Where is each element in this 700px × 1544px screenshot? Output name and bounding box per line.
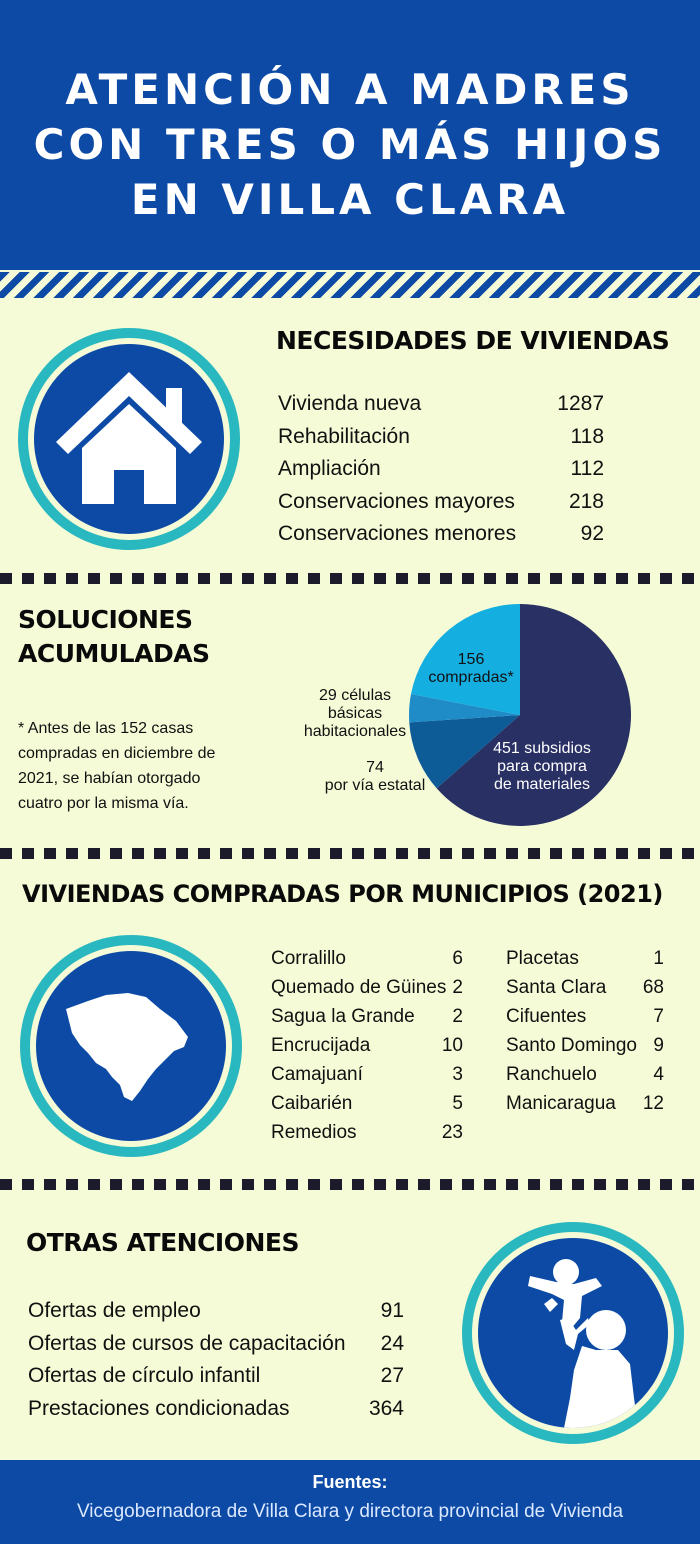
house-badge-disc <box>34 344 224 534</box>
soluciones-heading <box>18 603 210 671</box>
item-value: 23 <box>441 1122 463 1143</box>
title-line-3: EN VILLA CLARA <box>130 175 570 224</box>
footer-text: Vicegobernadora de Villa Clara y directora provincial de Vivienda <box>76 1501 624 1522</box>
item-label: Quemado de Güines <box>271 977 447 998</box>
dotted-divider <box>0 573 700 584</box>
vivienda-heading: NECESIDADES DE VIVIENDAS <box>276 326 670 355</box>
mother-badge-disc <box>478 1238 668 1428</box>
list-item <box>271 977 463 1006</box>
list-item <box>506 1006 664 1035</box>
item-value: 4 <box>653 1064 664 1085</box>
otras-heading: OTRAS ATENCIONES <box>26 1228 299 1257</box>
item-value: 2 <box>452 977 463 998</box>
pie-label-line: 156 <box>457 651 485 668</box>
page-title <box>0 62 700 227</box>
item-label: Ofertas de cursos de capacitación <box>28 1331 346 1355</box>
list-item <box>28 1332 404 1365</box>
item-value: 112 <box>570 457 604 480</box>
item-value: 1287 <box>557 392 604 415</box>
pie-label-156 <box>418 651 524 687</box>
item-value: 2 <box>452 1006 463 1027</box>
title-line-2: CON TRES O MÁS HIJOS <box>33 120 667 169</box>
item-label: Ampliación <box>278 457 381 480</box>
list-item <box>278 457 604 490</box>
list-item <box>506 977 664 1006</box>
item-label: Camajuaní <box>271 1064 363 1085</box>
pie-label-line: 29 células <box>318 687 392 704</box>
list-item <box>278 522 604 555</box>
list-item <box>278 425 604 458</box>
map-icon <box>36 951 226 1141</box>
item-value: 91 <box>380 1299 404 1322</box>
list-item <box>506 1093 664 1122</box>
striped-divider <box>0 272 700 298</box>
municipios-col-2 <box>506 948 664 1122</box>
pie-label-line: de materiales <box>493 776 591 793</box>
pie-label-line: habitacionales <box>303 723 407 740</box>
item-value: 27 <box>380 1364 404 1387</box>
item-label: Corralillo <box>271 948 346 969</box>
item-value: 68 <box>642 977 664 998</box>
footer <box>0 1460 700 1544</box>
item-value: 9 <box>653 1035 664 1056</box>
list-item <box>28 1397 404 1430</box>
item-value: 10 <box>441 1035 463 1056</box>
dotted-divider <box>0 1179 700 1190</box>
pie-label-451 <box>478 740 606 794</box>
list-item <box>28 1299 404 1332</box>
pie-label-line: compradas* <box>428 669 514 686</box>
item-label: Vivienda nueva <box>278 392 422 415</box>
municipios-col-1 <box>271 948 463 1151</box>
item-label: Santa Clara <box>506 977 607 998</box>
item-label: Santo Domingo <box>506 1035 637 1056</box>
item-value: 92 <box>580 522 604 545</box>
item-value: 12 <box>642 1093 664 1114</box>
item-label: Cifuentes <box>506 1006 587 1027</box>
map-badge-disc <box>36 951 226 1141</box>
list-item <box>271 948 463 977</box>
item-label: Ofertas de empleo <box>28 1299 201 1322</box>
item-value: 364 <box>368 1396 404 1420</box>
list-item <box>506 948 664 977</box>
item-value: 6 <box>452 948 463 969</box>
vivienda-list <box>278 392 604 555</box>
soluciones-heading-line-2: ACUMULADAS <box>18 639 210 668</box>
list-item <box>278 490 604 523</box>
pie-label-line: 74 <box>366 759 384 776</box>
item-label: Placetas <box>506 948 579 969</box>
pie-label-line: por vía estatal <box>324 777 426 794</box>
item-label: Rehabilitación <box>278 424 410 448</box>
list-item <box>271 1064 463 1093</box>
pie-label-29 <box>296 687 414 741</box>
mother-child-icon <box>478 1238 668 1428</box>
list-item <box>271 1035 463 1064</box>
pie-label-line: 451 subsidios <box>493 740 591 757</box>
list-item <box>278 392 604 425</box>
list-item <box>28 1364 404 1397</box>
item-value: 24 <box>380 1331 404 1355</box>
item-value: 7 <box>653 1006 664 1027</box>
item-label: Prestaciones condicionadas <box>28 1396 290 1420</box>
pie-label-74 <box>310 759 440 795</box>
list-item <box>271 1093 463 1122</box>
item-label: Conservaciones mayores <box>278 489 515 513</box>
list-item <box>506 1064 664 1093</box>
pie-label-line: para compra <box>497 758 587 775</box>
item-value: 3 <box>452 1064 463 1085</box>
otras-list <box>28 1299 404 1429</box>
item-label: Encrucijada <box>271 1035 371 1056</box>
item-label: Conservaciones menores <box>278 522 517 545</box>
item-label: Ranchuelo <box>506 1064 597 1085</box>
item-label: Caibarién <box>271 1093 353 1114</box>
title-line-1: ATENCIÓN A MADRES <box>65 65 635 114</box>
list-item <box>271 1006 463 1035</box>
soluciones-heading-line-1: SOLUCIONES <box>18 605 193 634</box>
list-item <box>271 1122 463 1151</box>
pie-label-line: básicas <box>327 705 383 722</box>
item-value: 1 <box>653 948 664 969</box>
soluciones-note: * Antes de las 152 casas compradas en diciembre de 2021, se habían otorgado cuatro por la misma vía. <box>18 720 216 812</box>
pie-chart <box>405 600 635 830</box>
item-label: Sagua la Grande <box>271 1006 415 1027</box>
list-item <box>506 1035 664 1064</box>
item-value: 118 <box>570 424 604 448</box>
item-value: 5 <box>452 1093 463 1114</box>
item-label: Manicaragua <box>506 1093 616 1114</box>
municipios-heading: VIVIENDAS COMPRADAS POR MUNICIPIOS (2021) <box>22 880 663 908</box>
item-value: 218 <box>568 489 604 513</box>
item-label: Remedios <box>271 1122 357 1143</box>
dotted-divider <box>0 848 700 859</box>
item-label: Ofertas de círculo infantil <box>28 1364 261 1387</box>
house-icon <box>34 344 224 534</box>
footer-label: Fuentes: <box>312 1472 388 1492</box>
